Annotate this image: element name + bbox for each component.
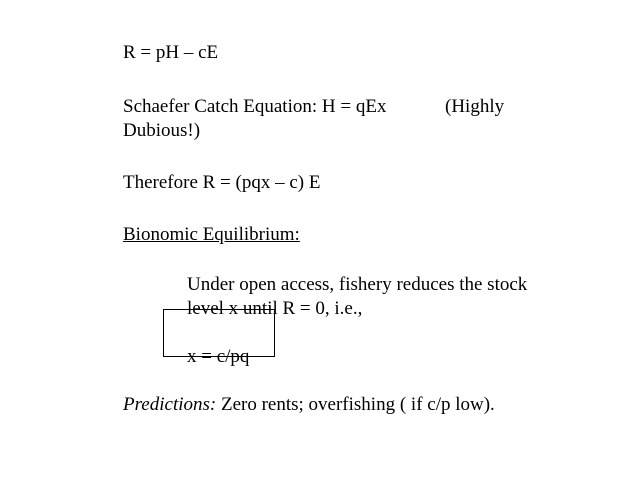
schaefer-equation: Schaefer Catch Equation: H = qEx xyxy=(123,96,387,117)
therefore-equation: Therefore R = (pqx – c) E xyxy=(123,172,321,193)
schaefer-note: (Highly xyxy=(445,96,505,117)
predictions-text: Zero rents; overfishing ( if c/p low). xyxy=(216,394,495,415)
bionomic-heading: Bionomic Equilibrium: xyxy=(123,224,300,245)
predictions-label: Predictions: xyxy=(123,394,217,415)
schaefer-note-continued: Dubious!) xyxy=(123,120,201,141)
rent-equation: R = pH – cE xyxy=(123,42,219,63)
open-access-line-2: level x until R = 0, i.e., xyxy=(187,298,363,319)
predictions-line xyxy=(123,394,495,416)
highlight-box xyxy=(163,309,275,357)
equilibrium-result: x = c/pq xyxy=(187,346,250,367)
open-access-line-1: Under open access, fishery reduces the stock xyxy=(187,274,528,295)
